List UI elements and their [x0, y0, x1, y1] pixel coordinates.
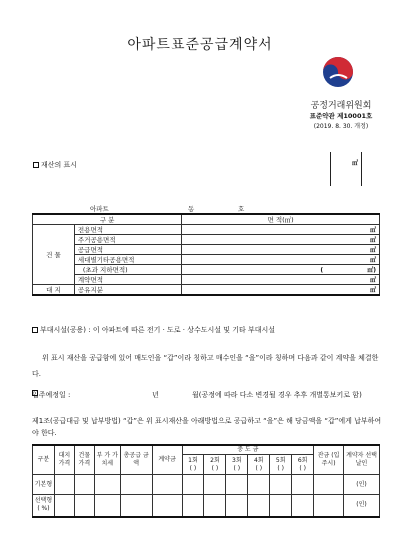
land-price-header: 대지 가격 — [54, 445, 74, 475]
interim-round: 4회 ( ) — [248, 455, 270, 475]
row-unit: ㎡ — [182, 245, 380, 255]
balance-header: 잔금 (입주시) — [314, 445, 344, 475]
row-unit — [182, 265, 380, 275]
row-label: 선택형 ( %) — [33, 495, 55, 517]
deposit-header: 계약금 — [152, 445, 182, 475]
row-label: 기본형 — [33, 475, 55, 495]
division-header: 구 분 — [33, 214, 182, 225]
building-label: 건 물 — [33, 225, 75, 285]
ftc-taegeuk-logo-icon — [321, 56, 355, 88]
paren-open: ( — [320, 267, 324, 274]
interim-round: 5회 ( ) — [270, 455, 292, 475]
unit-label: ㎡ — [351, 160, 358, 167]
interim-round: 2회 ( ) — [204, 455, 226, 475]
interim-round: 6회 ( ) — [292, 455, 314, 475]
dong-label: 동 — [188, 205, 195, 213]
row-unit: ㎡ — [182, 235, 380, 245]
row-label: 공유지분 — [74, 285, 181, 296]
intro-paragraph: 위 표시 재산을 공급함에 있어 매도인을 “갑”이라 칭하고 매수인을 “을”이라 칭하며 다음과 같이 계약을 체결한다. — [32, 354, 379, 378]
apt-label: 아파트 — [90, 205, 109, 213]
row-label: 주거공용면적 — [74, 235, 181, 245]
ho-label: 호 — [238, 205, 245, 213]
interim-round: 3회 ( ) — [226, 455, 248, 475]
seal-mark: (인) — [344, 495, 380, 517]
vat-header: 부 가 가치세 — [94, 445, 120, 475]
move-in-month-note: 월(공정에 따라 다소 변경될 경우 추후 개별통보키로 함) — [192, 391, 362, 399]
annex-line: 부대시설(공용) : 이 아파트에 따른 전기 · 도로 · 상수도시설 및 기타 부대시설 — [32, 325, 275, 335]
property-unit-box — [330, 152, 362, 186]
move-in-year: 년 — [152, 391, 159, 399]
row-label: 계약면적 — [74, 275, 181, 285]
division-header: 구분 — [33, 445, 55, 475]
checkbox-icon — [32, 327, 38, 333]
paren-unit: ㎡) — [367, 267, 376, 274]
area-header: 면 적(㎡) — [182, 214, 380, 225]
land-label: 대 지 — [33, 285, 75, 296]
move-in-label: 입주예정일 : — [32, 391, 71, 399]
row-unit: ㎡ — [182, 225, 380, 235]
seal-mark: (인) — [344, 475, 380, 495]
signer-header: 계약자 선택날인 — [344, 445, 380, 475]
property-table — [32, 213, 380, 296]
interim-header: 중 도 금 — [182, 445, 314, 455]
article-1: 제1조(공급대금 및 납부방법) “갑”은 위 표시재산을 아래방법으로 공급하고 “을”은 해 당금액을 “갑”에게 납부하여야 한다. — [32, 417, 382, 437]
revision-date: (2019. 8. 30. 개정) — [313, 123, 369, 130]
org-name: 공정거래위원회 — [310, 101, 372, 111]
total-header: 총공급 금 액 — [120, 445, 152, 475]
checkbox-icon — [33, 162, 39, 168]
row-unit: ㎡ — [182, 285, 380, 296]
standard-number: 표준약관 제10001호 — [309, 112, 373, 120]
document-title: 아파트표준공급계약서 — [127, 37, 273, 53]
row-label: 전용면적 — [74, 225, 181, 235]
row-label: 공급면적 — [74, 245, 181, 255]
row-unit: ㎡ — [182, 255, 380, 265]
property-label: 재산의 표시 — [33, 160, 77, 170]
building-price-header: 건물 가격 — [74, 445, 94, 475]
interim-round: 1회 ( ) — [182, 455, 204, 475]
row-label: 세대별기타공용면적 — [74, 255, 181, 265]
row-unit: ㎡ — [182, 275, 380, 285]
payment-table — [32, 444, 380, 518]
row-label: (초과 지하면적) — [74, 265, 181, 275]
